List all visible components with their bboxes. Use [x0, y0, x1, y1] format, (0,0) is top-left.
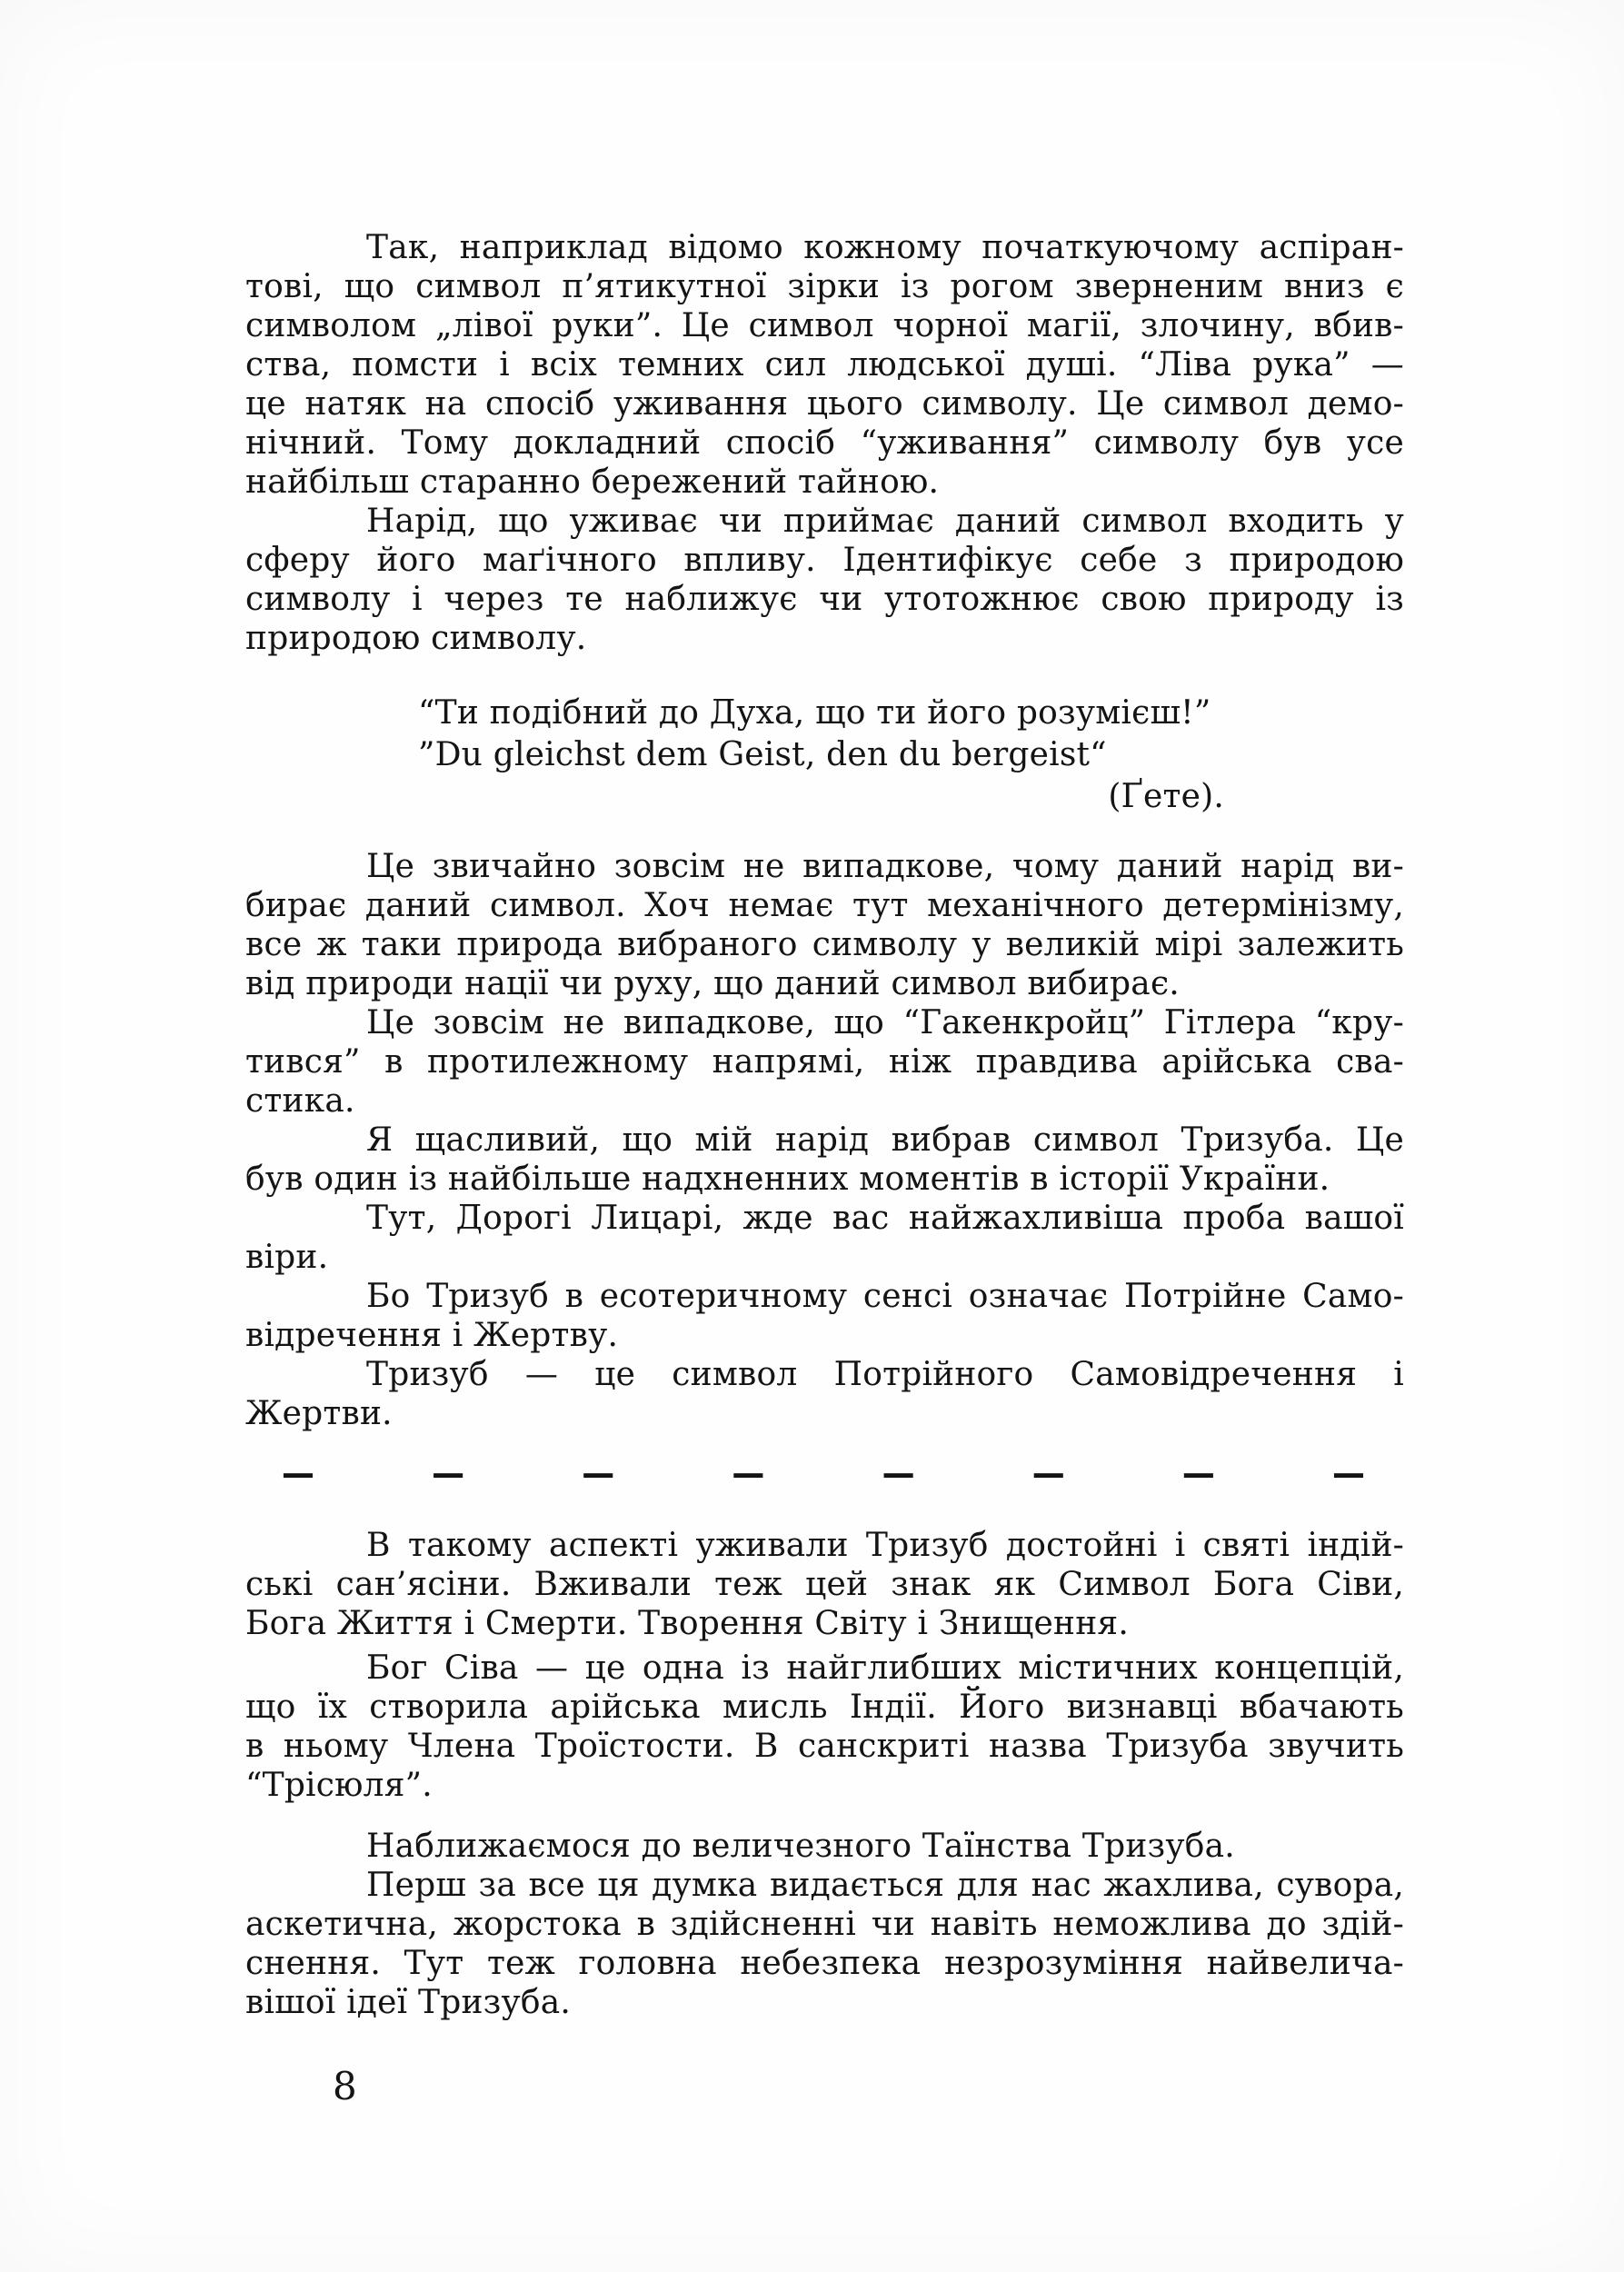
text-line: Це зовсім не випадкове, що “Гакенкройц” Гітлера “кру- [366, 1004, 1404, 1041]
text-line: відречення і Жертву. [245, 1317, 619, 1354]
text-line: символом „лівої руки”. Це символ чорної магії, злочину, вбив- [245, 307, 1404, 344]
text-line: Перш за все ця думка видається для нас жахлива, сувора, [366, 1867, 1404, 1904]
section-divider [245, 1450, 1404, 1495]
text-line: Бог Сіва — це одна із найглибших містичних концепцій, [366, 1649, 1404, 1687]
text-line: символу і через те наближує чи утотожнює свою природу із [245, 581, 1404, 618]
text-line: найбільш старанно бережений тайною. [245, 463, 940, 501]
paragraph [245, 1649, 1404, 1805]
text-line: Я щасливий, що мій нарід вибрав символ Тризуба. Це [366, 1121, 1404, 1159]
text-line: природою символу. [245, 620, 587, 657]
text-line: тився” в протилежному напрямі, ніж правдива арійська сва- [245, 1043, 1404, 1081]
text-line: Бо Тризуб в есотеричному сенсі означає Потрійне Само- [366, 1278, 1404, 1315]
divider-dash: — [1331, 1450, 1363, 1495]
text-line: снення. Тут теж головна небезпека незрозуміння найвелича- [245, 1945, 1404, 1982]
paragraph [245, 1526, 1404, 1643]
text-line: аскетична, жорстока в здійсненні чи навіть неможлива до здій- [245, 1906, 1404, 1943]
text-line: від природи нації чи руху, що даний символ вибирає. [245, 965, 1180, 1002]
text-line: нічний. Тому докладний спосіб “уживання” символу був усе [245, 424, 1404, 462]
text-line: ства, помсти і всіх темних сил людської душі. “Ліва рука” — [245, 346, 1404, 384]
paragraph [245, 1866, 1404, 2022]
text-line: ські сан’ясіни. Вживали теж цей знак як Символ Бога Сіви, [245, 1566, 1404, 1603]
paragraph [245, 228, 1404, 502]
quote-block [245, 693, 1404, 818]
divider-dash: — [582, 1450, 613, 1495]
text-line: вішої ідеї Тризуба. [245, 1984, 572, 2021]
text-line: В такому аспекті уживали Тризуб достойні і святі індій- [366, 1527, 1404, 1564]
text-line: тові, що символ п’ятикутної зірки із рогом зверненим вниз є [245, 268, 1404, 305]
quote-line: “Ти подібний до Духа, що ти його розумієш!” [418, 694, 1211, 732]
text-line: в ньому Члена Троїстости. В санскриті назва Тризуба звучить [245, 1728, 1404, 1765]
text-line: Нарід, що уживає чи приймає даний символ входить у [366, 503, 1404, 540]
text-line: це натяк на спосіб уживання цього символу. Це символ демо- [245, 385, 1404, 423]
paragraph [245, 847, 1404, 1003]
text-line: Наближаємося до величезного Таїнства Тризуба. [366, 1828, 1235, 1865]
page-number: 8 [333, 2064, 357, 2108]
text-line: віри. [245, 1239, 329, 1276]
text-line: що їх створила арійська мисль Індії. Його визнавці вбачають [245, 1689, 1404, 1726]
text-line: все ж таки природа вибраного символу у великій мірі залежить [245, 926, 1404, 963]
text-line: “Трісюля”. [245, 1767, 433, 1804]
divider-dash: — [432, 1450, 463, 1495]
text-line: стика. [245, 1082, 355, 1120]
text-line: Жертви. [245, 1395, 393, 1432]
text-line: Тризуб — це символ Потрійного Самовідречення і [366, 1356, 1404, 1393]
text-line: Тут, Дорогі Лицарі, жде вас найжахливіша проба вашої [366, 1200, 1404, 1237]
quote-attribution: (Ґете). [1108, 778, 1224, 815]
divider-dash: — [1181, 1450, 1213, 1495]
divider-dash: — [732, 1450, 763, 1495]
paragraph [245, 1277, 1404, 1355]
text-line: сферу його маґічного впливу. Ідентифікує себе з природою [245, 542, 1404, 579]
divider-dash: — [882, 1450, 913, 1495]
divider-dash: — [282, 1450, 313, 1495]
paragraph [245, 1827, 1404, 1866]
text-line: Так, наприклад відомо кожному початкуючому аспіран- [366, 229, 1404, 266]
text-line: Це звичайно зовсім не випадкове, чому даний нарід ви- [366, 848, 1404, 885]
quote-line: ”Du gleichst dem Geist, den du bergeist“ [418, 736, 1107, 773]
text-line: Бога Життя і Смерти. Творення Світу і Знищення. [245, 1605, 1129, 1642]
paragraph [245, 1003, 1404, 1121]
paragraph [245, 1121, 1404, 1199]
divider-dash: — [1031, 1450, 1063, 1495]
text-block [245, 228, 1404, 2022]
paragraph [245, 1355, 1404, 1433]
text-line: бирає даний символ. Хоч немає тут механічного детермінізму, [245, 887, 1404, 924]
paragraph [245, 1199, 1404, 1277]
text-line: був один із найбільше надхненних моментів в історії України. [245, 1161, 1330, 1198]
paragraph [245, 502, 1404, 658]
